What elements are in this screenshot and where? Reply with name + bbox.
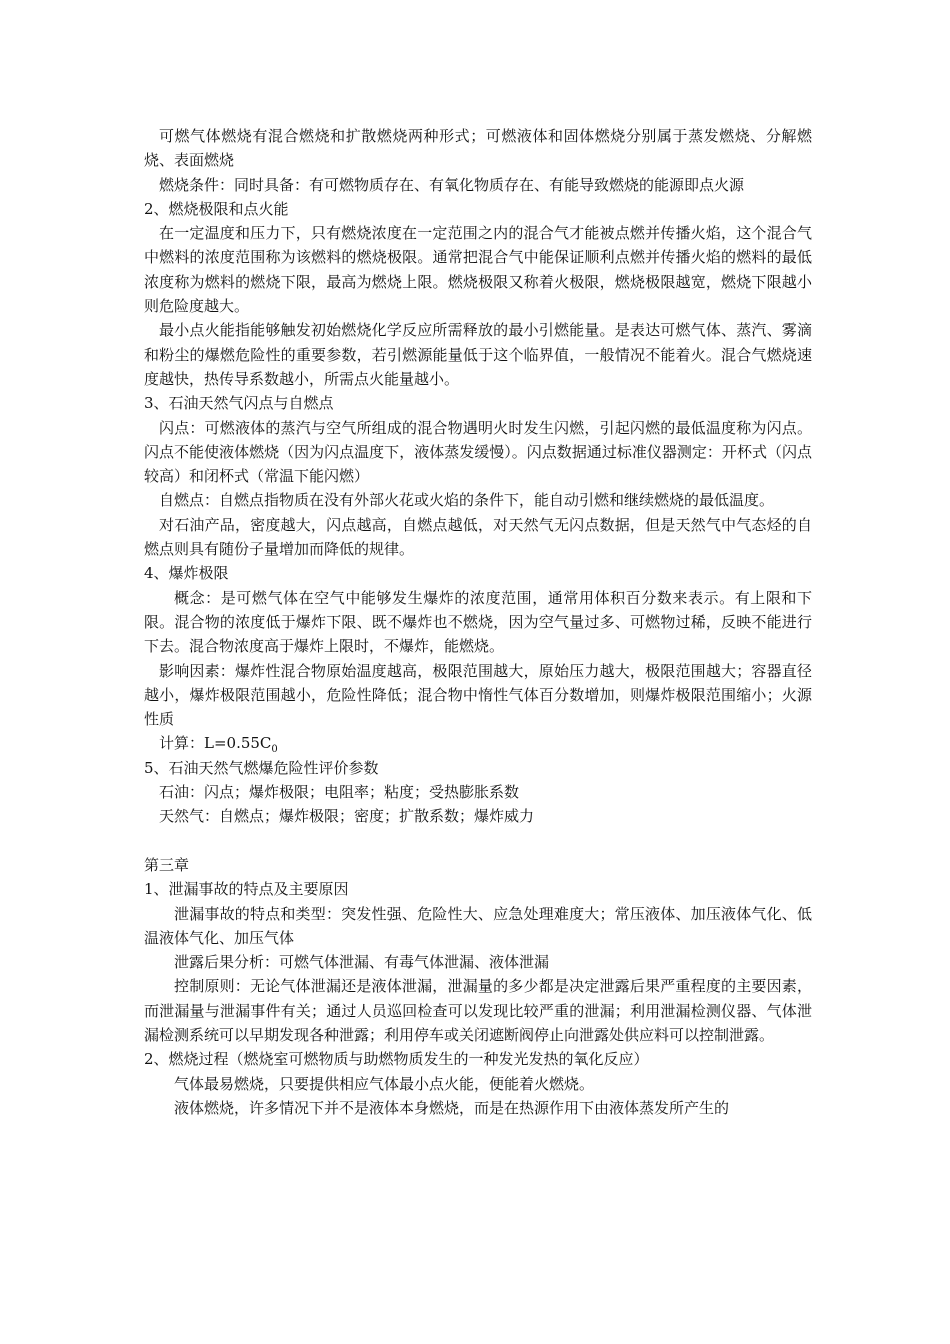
paragraph-autoignition-point: 自燃点：自燃点指物质在没有外部火花或火焰的条件下，能自动引燃和继续燃烧的最低温度。 — [159, 491, 775, 510]
heading-flash-autoignition: 3、石油天然气闪点与自燃点 — [144, 394, 334, 413]
paragraph-influence-factors: 影响因素：爆炸性混合物原始温度越高，极限范围越大，原始压力越大，极限范围越大；容器直径越小，爆炸极限范围越小，危险性降低；混合物中惰性气体百分数增加，则爆炸极限范围缩小；火源性质 — [144, 661, 812, 729]
paragraph-leak-consequences: 泄露后果分析：可燃气体泄漏、有毒气体泄漏、液体泄漏 — [174, 953, 550, 972]
blank-line — [144, 829, 812, 853]
heading-combustion-limits: 2、燃烧极限和点火能 — [144, 199, 289, 218]
heading-combustion-process: 2、燃烧过程（燃烧室可燃物质与助燃物质发生的一种发光发热的氧化反应） — [144, 1050, 649, 1069]
paragraph-liquid-combustion: 液体燃烧，许多情况下并不是液体本身燃烧，而是在热源作用下由液体蒸发所产生的 — [174, 1098, 730, 1117]
paragraph-oil-parameters: 石油：闪点；爆炸极限；电阻率；粘度；受热膨胀系数 — [159, 783, 520, 802]
paragraph-min-ignition-energy: 最小点火能指能够触发初始燃烧化学反应所需释放的最小引燃能量。是表达可燃气体、蒸汽、雾滴和粉尘的爆燃危险性的重要参数，若引燃源能量低于这个临界值，一般情况不能着火。混合气燃烧速度越快，热传导系数越小，所需点火能量越小。 — [144, 321, 812, 388]
calculation-formula: 计算：L=0.55C — [159, 734, 272, 753]
heading-explosion-limits: 4、爆炸极限 — [144, 564, 229, 583]
paragraph-gas-parameters: 天然气：自燃点；爆炸极限；密度；扩散系数；爆炸威力 — [159, 807, 535, 826]
paragraph-combustion-conditions: 燃烧条件：同时具备：有可燃物质存在、有氧化物质存在、有能导致燃烧的能源即点火源 — [159, 175, 745, 194]
paragraph-control-principles: 控制原则：无论气体泄漏还是液体泄漏，泄漏量的多少都是决定泄露后果严重程度的主要因素，而泄漏量与泄漏事件有关；通过人员巡回检查可以发现比较严重的泄漏；利用泄漏检测仪器、气体泄漏检测系统可以早期发现各种泄露；利用停车或关闭遮断阀停止向泄露处供应料可以控制泄露。 — [144, 977, 812, 1044]
document-page — [144, 124, 812, 1120]
paragraph-oil-products: 对石油产品，密度越大，闪点越高，自燃点越低，对天然气无闪点数据，但是天然气中气态烃的自燃点则具有随份子量增加而降低的规律。 — [144, 515, 812, 559]
paragraph-combustion-limits: 在一定温度和压力下，只有燃烧浓度在一定范围之内的混合气才能被点燃并传播火焰，这个混合气中燃料的浓度范围称为该燃料的燃烧极限。通常把混合气中能保证顺利点燃并传播火焰的燃料的最低浓度称为燃料的燃烧下限，最高为燃烧上限。燃烧极限又称着火极限，燃烧极限越宽，燃烧下限越小则危险度越大。 — [144, 224, 812, 316]
paragraph-calculation — [144, 731, 812, 755]
paragraph-flash-point: 闪点：可燃液体的蒸汽与空气所组成的混合物遇明火时发生闪燃，引起闪燃的最低温度称为闪点。闪点不能使液体燃烧（因为闪点温度下，液体蒸发缓慢）。闪点数据通过标准仪器测定：开杯式（闪点较高）和闭杯式（常温下能闪燃） — [144, 418, 812, 486]
paragraph-explosion-concept: 概念：是可燃气体在空气中能够发生爆炸的浓度范围，通常用体积百分数来表示。有上限和下限。混合物的浓度低于爆炸下限、既不爆炸也不燃烧，因为空气量过多、可燃物过稀，反映不能进行下去。混合物浓度高于爆炸上限时，不爆炸，能燃烧。 — [144, 588, 812, 656]
calculation-subscript: 0 — [271, 744, 278, 756]
heading-leak-accidents: 1、泄漏事故的特点及主要原因 — [144, 880, 349, 899]
chapter-title: 第三章 — [144, 855, 190, 874]
paragraph-combustion-forms: 可燃气体燃烧有混合燃烧和扩散燃烧两种形式；可燃液体和固体燃烧分别属于蒸发燃烧、分解燃烧、表面燃烧 — [144, 127, 812, 170]
paragraph-gas-combustion: 气体最易燃烧，只要提供相应气体最小点火能，便能着火燃烧。 — [174, 1074, 595, 1093]
heading-hazard-parameters: 5、石油天然气燃爆危险性评价参数 — [144, 758, 379, 777]
paragraph-leak-characteristics: 泄漏事故的特点和类型：突发性强、危险性大、应急处理难度大；常压液体、加压液体气化、低温液体气化、加压气体 — [144, 904, 812, 947]
